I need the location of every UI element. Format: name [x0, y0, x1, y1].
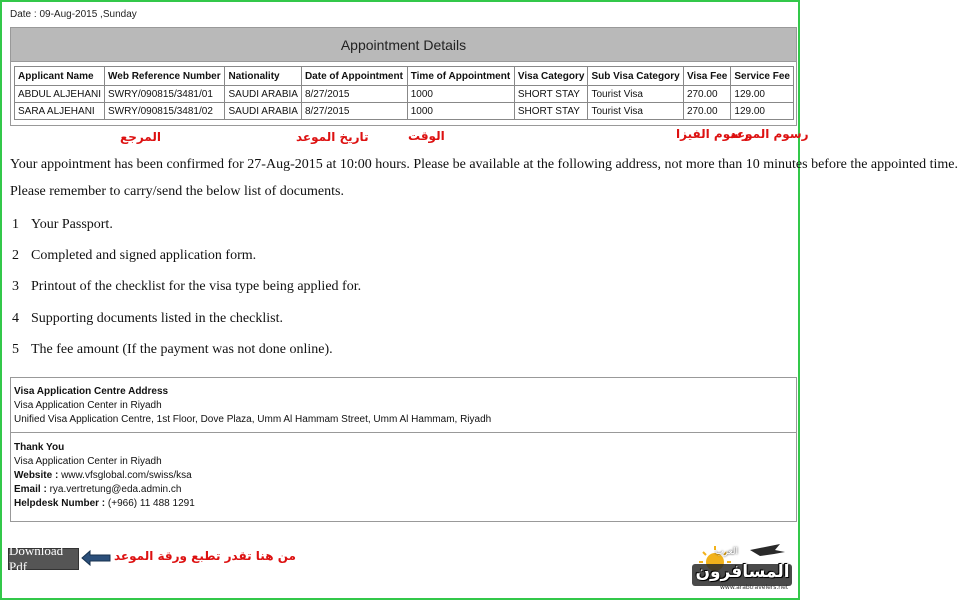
- list-item-number: 5: [12, 342, 19, 357]
- logo-url: www.arabtravelers.net: [720, 584, 789, 591]
- col-service-fee: Service Fee: [731, 67, 794, 86]
- col-date-appointment: Date of Appointment: [301, 67, 407, 86]
- cell: SWRY/090815/3481/02: [105, 103, 225, 120]
- col-applicant-name: Applicant Name: [15, 67, 105, 86]
- site-logo: [690, 540, 795, 595]
- col-visa-category: Visa Category: [514, 67, 588, 86]
- cell: 270.00: [683, 103, 730, 120]
- cell: Tourist Visa: [588, 86, 683, 103]
- cell: SAUDI ARABIA: [225, 103, 301, 120]
- arrow-left-icon: [81, 549, 111, 567]
- annotation-appointment-fee: رسوم الموعد: [730, 127, 809, 141]
- cell: 1000: [407, 103, 514, 120]
- list-item: [12, 217, 113, 233]
- list-item: [12, 248, 256, 264]
- cell: 129.00: [731, 103, 794, 120]
- list-item-number: 1: [12, 217, 19, 232]
- col-time-appointment: Time of Appointment: [407, 67, 514, 86]
- centre-address-heading: Visa Application Centre Address: [14, 386, 169, 397]
- annotation-date: تاريخ الموعد: [296, 130, 369, 144]
- cell: SAUDI ARABIA: [225, 86, 301, 103]
- annotation-print-hint: من هنا تقدر تطبع ورقة الموعد: [114, 549, 296, 563]
- list-item-number: 4: [12, 311, 19, 326]
- cell: 129.00: [731, 86, 794, 103]
- list-item-text: The fee amount (If the payment was not done online).: [31, 342, 333, 357]
- cell: 8/27/2015: [301, 103, 407, 120]
- thank-you-section: [14, 441, 793, 511]
- annotation-reference: المرجع: [120, 130, 161, 144]
- cell: 1000: [407, 86, 514, 103]
- confirmation-text: Your appointment has been confirmed for 27-Aug-2015 at 10:00 hours. Please be available at the following address, not more than 10 minutes before the appointed time.: [10, 157, 958, 172]
- logo-small-text: العرب: [715, 547, 739, 557]
- divider: [11, 432, 796, 433]
- helpdesk-number: (+966) 11 488 1291: [107, 498, 195, 509]
- remember-text: Please remember to carry/send the below list of documents.: [10, 184, 344, 199]
- centre-street-address: Unified Visa Application Centre, 1st Floor, Dove Plaza, Umm Al Hammam Street, Umm Al Hammam, Riyadh: [14, 414, 492, 425]
- list-item-text: Supporting documents listed in the checklist.: [31, 311, 283, 326]
- list-item: [12, 311, 283, 327]
- email-label: Email :: [14, 484, 47, 495]
- annotation-visa-fee: رسوم الفيزا: [676, 127, 749, 141]
- website-label: Website :: [14, 470, 59, 481]
- col-nationality: Nationality: [225, 67, 301, 86]
- helpdesk-label: Helpdesk Number :: [14, 498, 106, 509]
- table-row: [15, 103, 794, 120]
- list-item-text: Completed and signed application form.: [31, 248, 257, 263]
- list-item-text: Printout of the checklist for the visa type being applied for.: [31, 279, 362, 294]
- cell: SHORT STAY: [514, 86, 588, 103]
- col-visa-fee: Visa Fee: [683, 67, 730, 86]
- thank-you-centre: Visa Application Center in Riyadh: [14, 456, 162, 467]
- list-item-number: 3: [12, 279, 19, 294]
- cell: SHORT STAY: [514, 103, 588, 120]
- cell: 8/27/2015: [301, 86, 407, 103]
- table-header-row: [15, 67, 794, 86]
- cell: SARA ALJEHANI: [15, 103, 105, 120]
- col-web-reference: Web Reference Number: [105, 67, 225, 86]
- cell: SWRY/090815/3481/01: [105, 86, 225, 103]
- list-item: [12, 342, 333, 358]
- appointment-table: [14, 66, 794, 120]
- col-sub-visa-category: Sub Visa Category: [588, 67, 683, 86]
- cell: Tourist Visa: [588, 103, 683, 120]
- logo-text: المسافرون: [695, 562, 790, 582]
- centre-name: Visa Application Center in Riyadh: [14, 400, 162, 411]
- appointment-details-panel: [10, 27, 797, 126]
- date-label: Date : 09-Aug-2015 ,Sunday: [10, 9, 137, 20]
- download-pdf-button[interactable]: Download Pdf: [8, 548, 79, 570]
- website-link[interactable]: www.vfsglobal.com/swiss/ksa: [61, 470, 192, 481]
- list-item: [12, 279, 361, 295]
- address-panel: [10, 377, 797, 522]
- list-item-text: Your Passport.: [31, 217, 113, 232]
- list-item-number: 2: [12, 248, 19, 263]
- annotation-time: الوقت: [408, 129, 445, 143]
- email-link[interactable]: rya.vertretung@eda.admin.ch: [49, 484, 182, 495]
- centre-address-section: [14, 385, 793, 427]
- table-row: [15, 86, 794, 103]
- appointment-details-title: Appointment Details: [11, 28, 796, 62]
- thank-you-heading: Thank You: [14, 442, 65, 453]
- cell: ABDUL ALJEHANI: [15, 86, 105, 103]
- cell: 270.00: [683, 86, 730, 103]
